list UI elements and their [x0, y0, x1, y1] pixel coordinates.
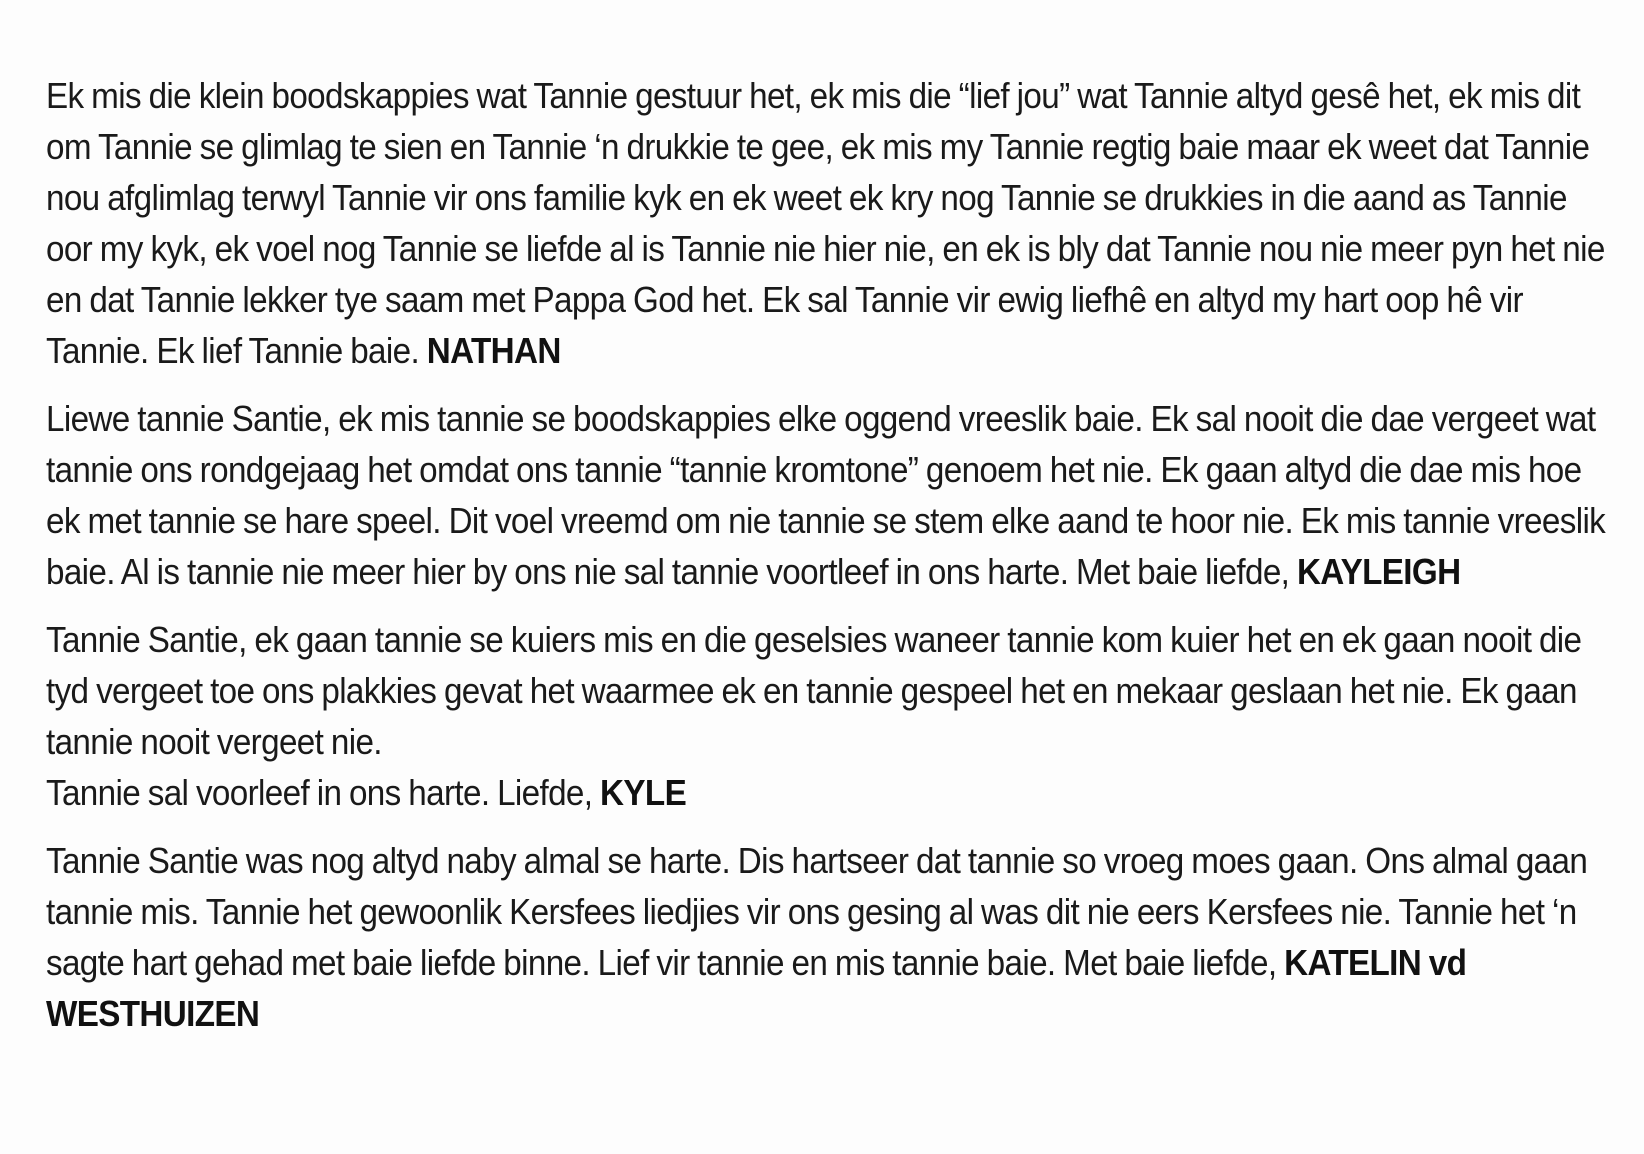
tribute-text: Liewe tannie Santie, ek mis tannie se boodskappies elke oggend vreeslik baie. Ek sal nooit die dae vergeet wat tannie ons rondgejaag het omdat ons tannie “tannie kromtone” genoem het nie. Ek gaan altyd die dae mis hoe ek met tannie se hare speel. Dit voel vreemd om nie tannie se stem elke aand te hoor nie. Ek mis tannie vreeslik baie. Al is tannie nie meer hier by ons nie sal tannie voortleef in ons harte. Met baie liefde,	[46, 398, 1606, 592]
tribute-text-closing: Tannie sal voorleef in ons harte. Liefde,	[46, 772, 593, 813]
tribute-paragraph-nathan	[46, 70, 1611, 376]
tribute-signature: KYLE	[600, 772, 687, 813]
tribute-text: Tannie Santie was nog altyd naby almal se harte. Dis hartseer dat tannie so vroeg moes gaan. Ons almal gaan tannie mis. Tannie het gewoonlik Kersfees liedjies vir ons gesing al was dit nie eers Kersfees nie. Tannie het ‘n sagte hart gehad met baie liefde binne. Lief vir tannie en mis tannie baie. Met baie liefde,	[46, 840, 1588, 983]
tribute-paragraph-kyle	[46, 614, 1611, 818]
tribute-text: Tannie Santie, ek gaan tannie se kuiers mis en die geselsies waneer tannie kom kuier het en ek gaan nooit die tyd vergeet toe ons plakkies gevat het waarmee ek en tannie gespeel het en mekaar geslaan het nie. Ek gaan tannie nooit vergeet nie.	[46, 619, 1582, 762]
tribute-signature: KAYLEIGH	[1296, 551, 1461, 592]
tribute-signature: NATHAN	[426, 330, 561, 371]
tribute-paragraph-katelin	[46, 835, 1611, 1039]
tribute-signature: KATELIN vd WESTHUIZEN	[46, 942, 1467, 1034]
tribute-paragraph-kayleigh	[46, 393, 1611, 597]
tribute-text: Ek mis die klein boodskappies wat Tannie gestuur het, ek mis die “lief jou” wat Tannie altyd gesê het, ek mis dit om Tannie se glimlag te sien en Tannie ‘n drukkie te gee, ek mis my Tannie regtig baie maar ek weet dat Tannie nou afglimlag terwyl Tannie vir ons familie kyk en ek weet ek kry nog Tannie se drukkies in die aand as Tannie oor my kyk, ek voel nog Tannie se liefde al is Tannie nie hier nie, en ek is bly dat Tannie nou nie meer pyn het nie en dat Tannie lekker tye saam met Pappa God het. Ek sal Tannie vir ewig liefhê en altyd my hart oop hê vir Tannie. Ek lief Tannie baie.	[46, 75, 1605, 371]
